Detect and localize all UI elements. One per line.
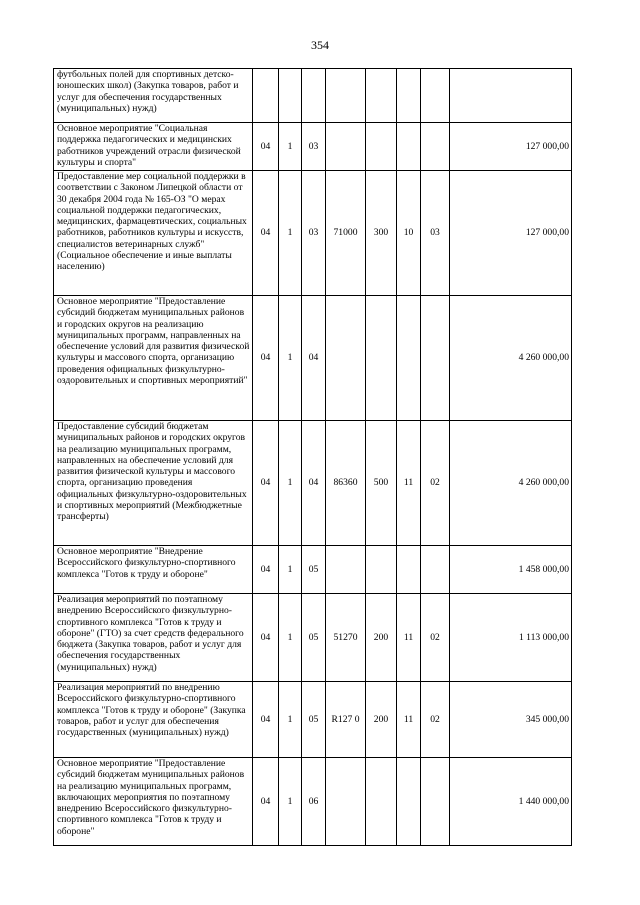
row-name: Предоставление мер социальной поддержки в соответствии с Законом Липецкой области от 30 декабря 2004 года № 165-ОЗ "О мерах социальной поддержки педагогических, медицинских, фармацевтических, социальных работников, работников культуры и искусств, специалистов ветеринарных служб" (Социальное обеспечение и иные выплаты населению) [54, 171, 253, 296]
cell-amount [450, 69, 572, 123]
cell-code-2: 1 [279, 421, 302, 546]
row-name: Основное мероприятие "Предоставление субсидий бюджетам муниципальных районов на реализацию муниципальных программ, включающих мероприятия по поэтапному внедрению Всероссийского физкультурно-спортивного комплекса "Готов к труду и обороне" [54, 758, 253, 846]
cell-code-7: 02 [421, 421, 450, 546]
cell-code-4 [326, 123, 366, 171]
cell-code-2: 1 [279, 123, 302, 171]
cell-code-1 [253, 69, 279, 123]
cell-code-4 [326, 758, 366, 846]
cell-amount: 4 260 000,00 [450, 421, 572, 546]
row-name: Основное мероприятие "Предоставление субсидий бюджетам муниципальных районов и городских округов на реализацию муниципальных программ, направленных на обеспечение условий для развития физической культуры и массового спорта, организацию проведения официальных физкультурно-оздоровительных и спортивных мероприятий" [54, 296, 253, 421]
cell-code-6 [397, 123, 421, 171]
cell-code-5 [366, 123, 397, 171]
cell-code-5 [366, 69, 397, 123]
cell-code-1: 04 [253, 546, 279, 594]
table-row [54, 171, 572, 296]
budget-table [53, 68, 572, 846]
cell-code-3: 05 [302, 594, 326, 682]
page-number: 354 [311, 38, 329, 52]
cell-code-5: 500 [366, 421, 397, 546]
cell-code-6: 11 [397, 421, 421, 546]
cell-code-2: 1 [279, 546, 302, 594]
table-row [54, 421, 572, 546]
cell-code-5 [366, 546, 397, 594]
cell-code-5: 200 [366, 682, 397, 758]
cell-code-3 [302, 69, 326, 123]
cell-code-3: 03 [302, 123, 326, 171]
cell-code-2: 1 [279, 171, 302, 296]
cell-code-7 [421, 546, 450, 594]
cell-code-4 [326, 546, 366, 594]
row-name: Основное мероприятие "Внедрение Всероссийского физкультурно-спортивного комплекса "Готов к труду и обороне" [54, 546, 253, 594]
cell-code-7: 02 [421, 682, 450, 758]
cell-code-1: 04 [253, 682, 279, 758]
cell-code-6: 11 [397, 594, 421, 682]
cell-amount: 127 000,00 [450, 123, 572, 171]
cell-code-3: 04 [302, 421, 326, 546]
cell-code-5: 300 [366, 171, 397, 296]
table-row [54, 758, 572, 846]
table-row [54, 123, 572, 171]
cell-code-1: 04 [253, 171, 279, 296]
cell-code-7 [421, 123, 450, 171]
cell-code-6 [397, 296, 421, 421]
cell-code-2: 1 [279, 758, 302, 846]
cell-code-7 [421, 69, 450, 123]
cell-amount: 1 113 000,00 [450, 594, 572, 682]
cell-code-7: 03 [421, 171, 450, 296]
cell-code-3: 03 [302, 171, 326, 296]
cell-code-6 [397, 546, 421, 594]
row-name: Реализация мероприятий по поэтапному внедрению Всероссийского физкультурно-спортивного комплекса "Готов к труду и обороне" (ГТО) за счет средств федерального бюджета (Закупка товаров, работ и услуг для обеспечения государственных (муниципальных) нужд) [54, 594, 253, 682]
cell-code-6 [397, 69, 421, 123]
cell-code-4 [326, 69, 366, 123]
table-row [54, 69, 572, 123]
table-row [54, 682, 572, 758]
row-name: Основное мероприятие "Социальная поддержка педагогических и медицинских работников учреждений отрасли физической культуры и спорта" [54, 123, 253, 171]
cell-amount: 1 440 000,00 [450, 758, 572, 846]
cell-code-5: 200 [366, 594, 397, 682]
table-row [54, 546, 572, 594]
cell-code-6: 11 [397, 682, 421, 758]
cell-code-1: 04 [253, 758, 279, 846]
cell-code-5 [366, 296, 397, 421]
cell-code-2: 1 [279, 594, 302, 682]
row-name: футбольных полей для спортивных детско-юношеских школ) (Закупка товаров, работ и услуг для обеспечения государственных (муниципальных) нужд) [54, 69, 253, 123]
cell-amount: 345 000,00 [450, 682, 572, 758]
cell-code-6 [397, 758, 421, 846]
table-row [54, 594, 572, 682]
cell-code-3: 06 [302, 758, 326, 846]
table-row [54, 296, 572, 421]
cell-code-5 [366, 758, 397, 846]
cell-code-4: 86360 [326, 421, 366, 546]
cell-code-7: 02 [421, 594, 450, 682]
cell-amount: 127 000,00 [450, 171, 572, 296]
row-name: Предоставление субсидий бюджетам муниципальных районов и городских округов на реализацию муниципальных программ, направленных на обеспечение условий для развития физической культуры и массового спорта, организацию проведения официальных физкультурно-оздоровительных и спортивных мероприятий (Межбюджетные трансферты) [54, 421, 253, 546]
cell-amount: 4 260 000,00 [450, 296, 572, 421]
cell-code-4: R127 0 [326, 682, 366, 758]
cell-code-1: 04 [253, 594, 279, 682]
cell-code-3: 05 [302, 682, 326, 758]
cell-code-6: 10 [397, 171, 421, 296]
row-name: Реализация мероприятий по внедрению Всероссийского физкультурно-спортивного комплекса "Готов к труду и обороне" (Закупка товаров, работ и услуг для обеспечения государственных (муниципальных) нужд) [54, 682, 253, 758]
cell-amount: 1 458 000,00 [450, 546, 572, 594]
cell-code-1: 04 [253, 296, 279, 421]
cell-code-4 [326, 296, 366, 421]
cell-code-3: 04 [302, 296, 326, 421]
cell-code-1: 04 [253, 421, 279, 546]
cell-code-2: 1 [279, 682, 302, 758]
cell-code-7 [421, 296, 450, 421]
cell-code-7 [421, 758, 450, 846]
cell-code-4: 71000 [326, 171, 366, 296]
cell-code-2 [279, 69, 302, 123]
cell-code-2: 1 [279, 296, 302, 421]
cell-code-1: 04 [253, 123, 279, 171]
cell-code-3: 05 [302, 546, 326, 594]
cell-code-4: 51270 [326, 594, 366, 682]
